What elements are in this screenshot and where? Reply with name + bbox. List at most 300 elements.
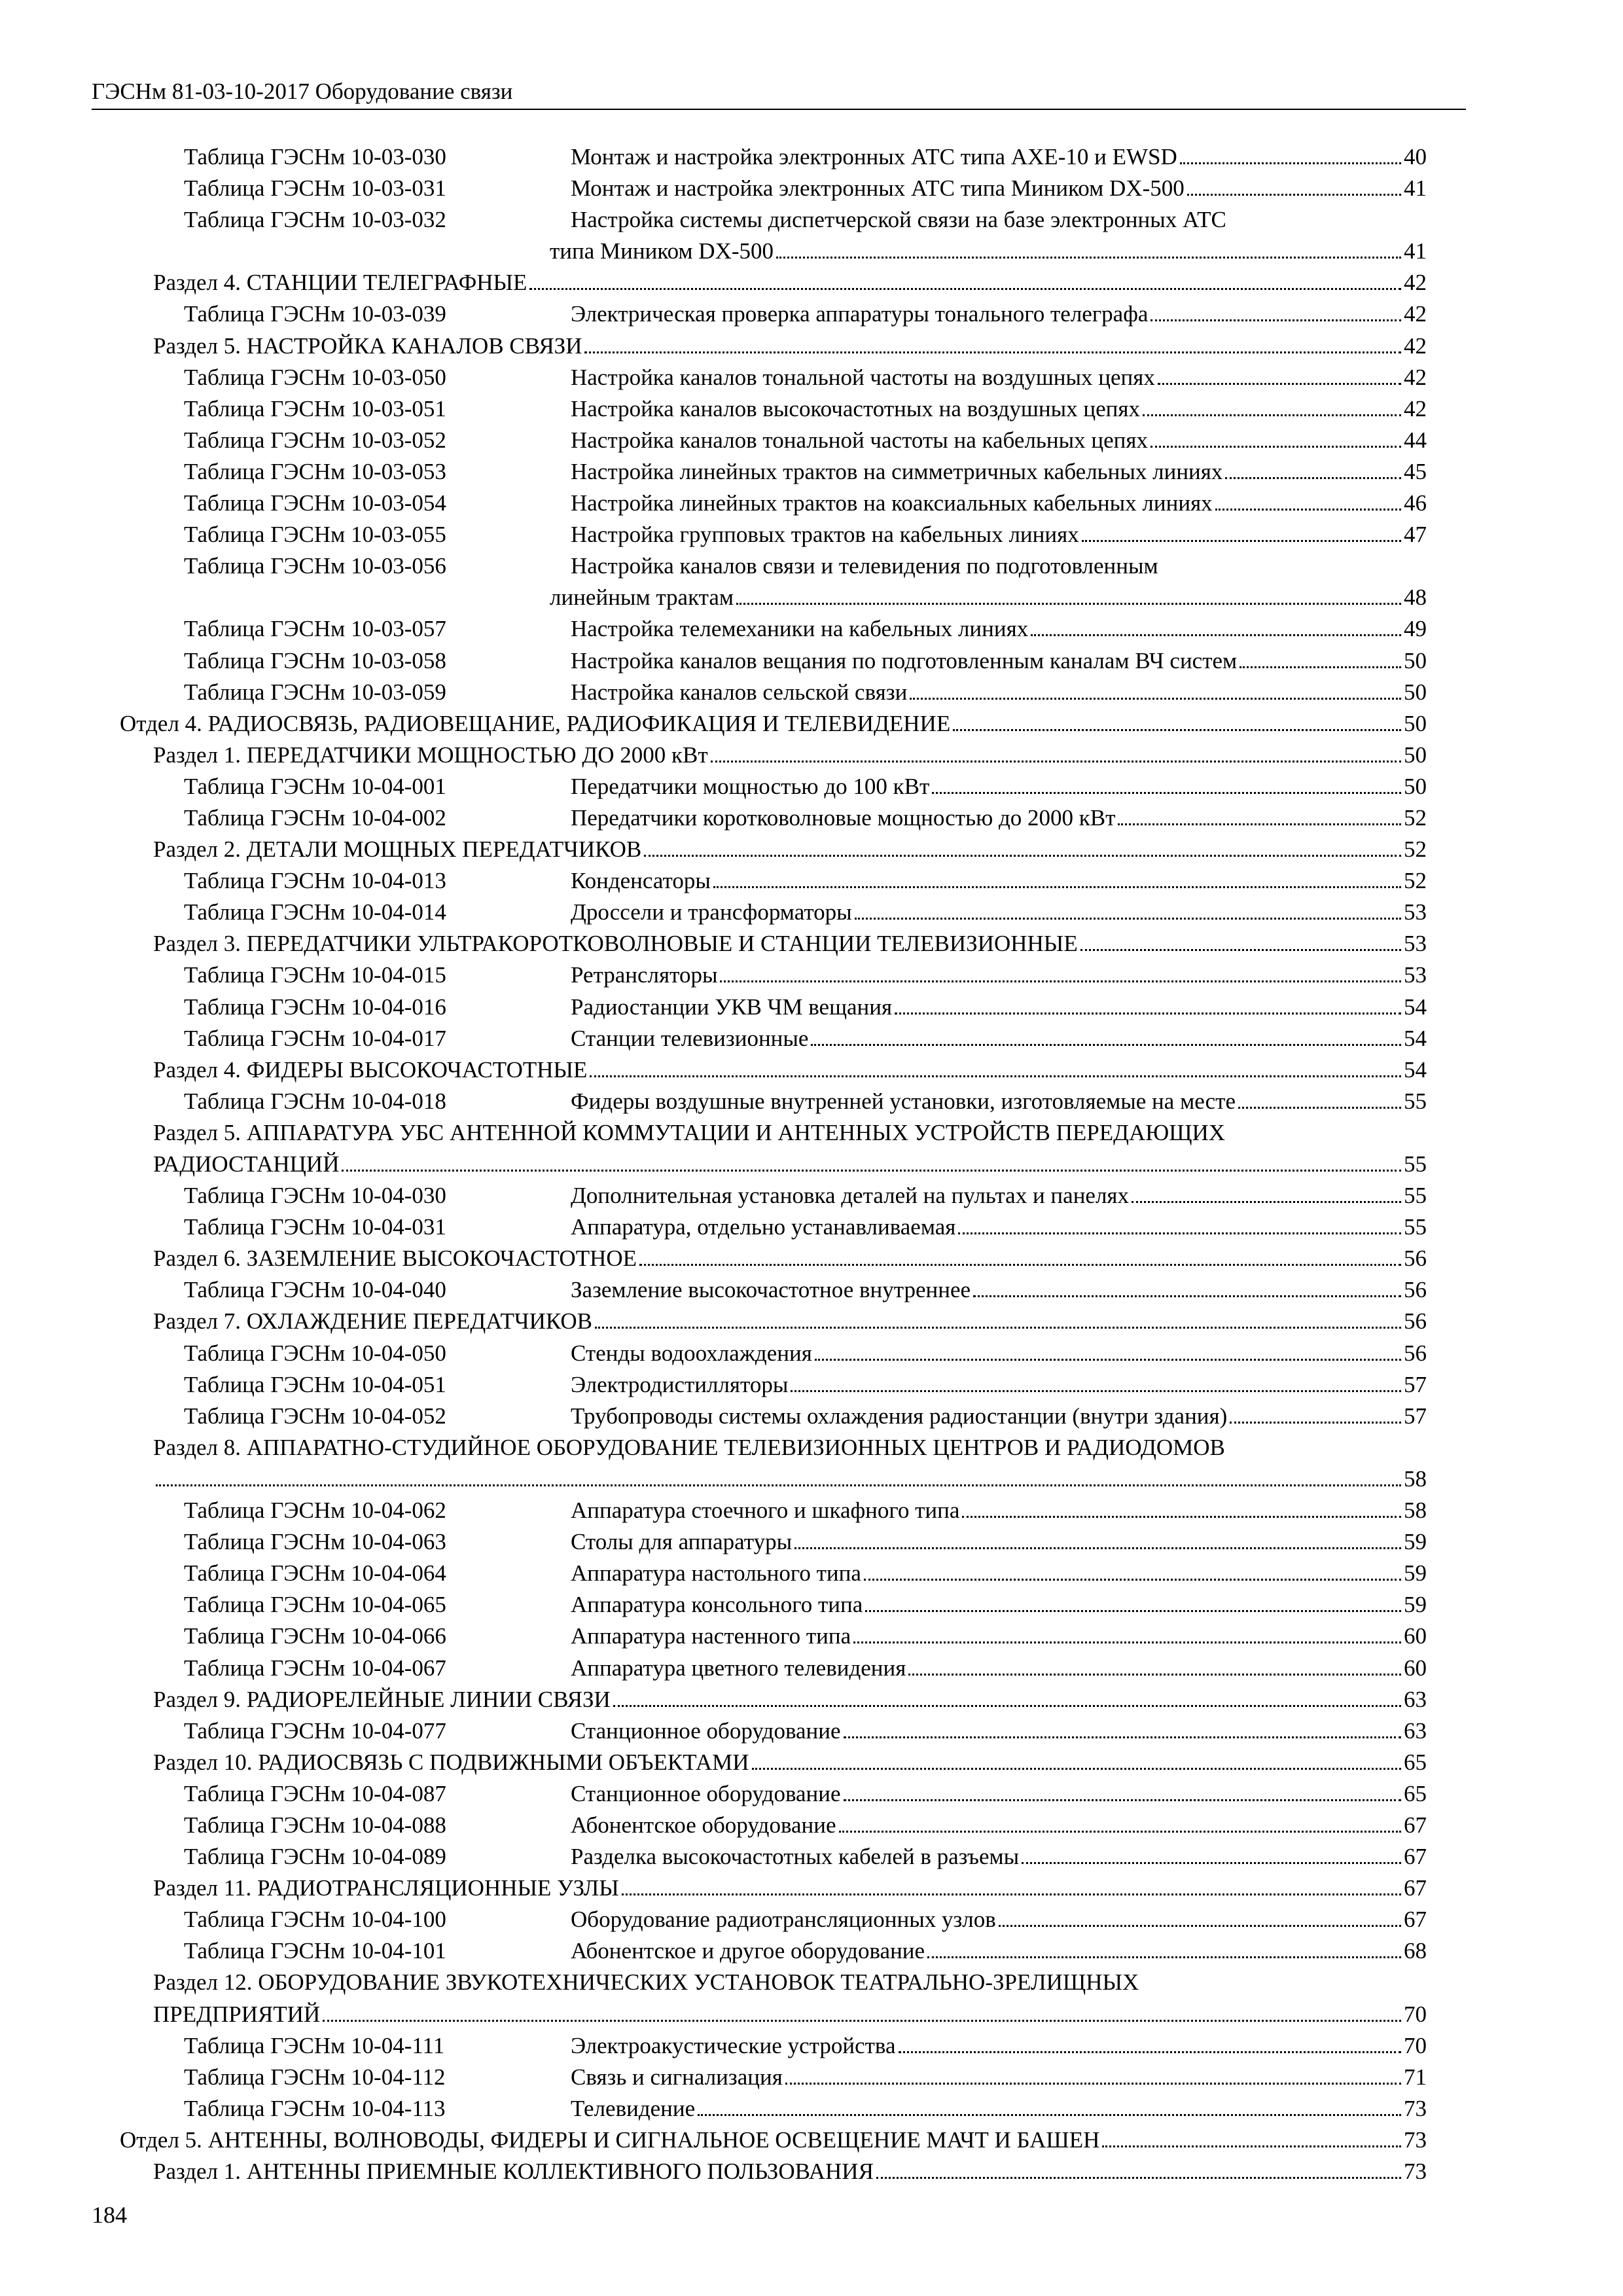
toc-entry-text: Настройка каналов тональной частоты на кабельных цепях bbox=[571, 427, 1148, 453]
toc-entry-text: Монтаж и настройка электронных АТС типа AXE-10 и EWSD bbox=[571, 144, 1177, 170]
toc-entry-text: Раздел 7. ОХЛАЖДЕНИЕ ПЕРЕДАТЧИКОВ bbox=[153, 1308, 592, 1335]
toc-leader bbox=[571, 1023, 1427, 1054]
toc-table-code: Таблица ГЭСНм 10-04-065 bbox=[184, 1592, 446, 1618]
toc-entry-text: Столы для аппаратуры bbox=[571, 1529, 793, 1555]
toc-leader bbox=[571, 2093, 1427, 2125]
toc-entry-text: Аппаратура, отдельно устанавливаемая bbox=[571, 1214, 956, 1240]
toc-leader bbox=[120, 2125, 1427, 2156]
toc-page-number: 42 bbox=[1404, 332, 1427, 359]
toc-entry-continuation bbox=[0, 236, 1623, 267]
toc-entry-continuation bbox=[0, 1463, 1623, 1495]
toc-dot-leader bbox=[1080, 942, 1401, 951]
toc-entry-text: ПРЕДПРИЯТИЙ bbox=[153, 2001, 321, 2027]
toc-table-code: Таблица ГЭСНм 10-04-050 bbox=[184, 1340, 446, 1366]
toc-dot-leader bbox=[1150, 439, 1401, 448]
toc-table-code: Таблица ГЭСНм 10-04-113 bbox=[184, 2095, 446, 2121]
toc-leader bbox=[153, 834, 1427, 865]
toc-leader bbox=[571, 1558, 1427, 1589]
toc-page-number: 42 bbox=[1404, 270, 1427, 296]
toc-leader bbox=[153, 1054, 1427, 1086]
toc-leader bbox=[571, 298, 1427, 330]
toc-table-code: Таблица ГЭСНм 10-04-062 bbox=[184, 1498, 446, 1524]
toc-leader bbox=[571, 1338, 1427, 1369]
toc-table-code: Таблица ГЭСНм 10-04-018 bbox=[184, 1088, 446, 1114]
toc-page-number: 71 bbox=[1404, 2064, 1427, 2090]
toc-leader bbox=[153, 1999, 1427, 2030]
toc-dot-leader bbox=[1118, 817, 1401, 825]
toc-dot-leader bbox=[815, 1352, 1401, 1361]
toc-dot-leader bbox=[1215, 502, 1401, 511]
toc-dot-leader bbox=[1102, 2139, 1401, 2147]
toc-dot-leader bbox=[342, 1163, 1401, 1172]
toc-page-number: 60 bbox=[1404, 1623, 1427, 1649]
toc-table-code: Таблица ГЭСНм 10-04-001 bbox=[184, 773, 446, 799]
toc-page-number: 49 bbox=[1404, 616, 1427, 642]
toc-entry-text: Аппаратура стоечного и шкафного типа bbox=[571, 1498, 960, 1524]
toc-entry-table bbox=[0, 173, 1623, 204]
toc-entry-table bbox=[0, 2062, 1623, 2093]
toc-page-number: 53 bbox=[1404, 962, 1427, 988]
toc-entry-text: Раздел 6. ЗАЗЕМЛЕНИЕ ВЫСОКОЧАСТОТНОЕ bbox=[153, 1246, 637, 1272]
toc-table-code: Таблица ГЭСНм 10-04-112 bbox=[184, 2064, 446, 2090]
toc-page-number: 67 bbox=[1404, 1875, 1427, 1901]
toc-entry-text: Станции телевизионные bbox=[571, 1025, 809, 1051]
toc-table-code: Таблица ГЭСНм 10-03-052 bbox=[184, 427, 446, 453]
toc-page-number: 56 bbox=[1404, 1277, 1427, 1303]
toc-dot-leader bbox=[855, 911, 1401, 920]
toc-entry-section bbox=[0, 1747, 1623, 1778]
toc-leader bbox=[571, 1653, 1427, 1684]
toc-dot-leader bbox=[876, 2170, 1401, 2179]
toc-entry-continuation bbox=[0, 582, 1623, 613]
toc-page-number: 44 bbox=[1404, 427, 1427, 453]
toc-entry-table bbox=[0, 1558, 1623, 1589]
toc-dot-leader bbox=[622, 1887, 1401, 1895]
toc-leader bbox=[153, 740, 1427, 771]
toc-entry-table bbox=[0, 298, 1623, 330]
toc-dot-leader bbox=[1240, 660, 1401, 668]
toc-page-number: 59 bbox=[1404, 1529, 1427, 1555]
toc-entry-text: Станционное оборудование bbox=[571, 1780, 841, 1806]
toc-dot-leader bbox=[1187, 187, 1401, 196]
toc-page-number: 58 bbox=[1404, 1498, 1427, 1524]
page-number: 184 bbox=[92, 2202, 127, 2228]
toc-entry-text: Аппаратура настольного типа bbox=[571, 1560, 861, 1587]
toc-leader bbox=[153, 267, 1427, 298]
toc-dot-leader bbox=[584, 345, 1401, 353]
toc-entry-table bbox=[0, 1086, 1623, 1117]
toc-leader bbox=[571, 2030, 1427, 2062]
toc-dot-leader bbox=[720, 974, 1401, 982]
toc-dot-leader bbox=[932, 785, 1401, 794]
toc-dot-leader bbox=[1150, 313, 1401, 321]
toc-entry-table bbox=[0, 1274, 1623, 1306]
toc-entry-table bbox=[0, 771, 1623, 802]
toc-entry-text: Раздел 5. АППАРАТУРА УБС АНТЕННОЙ КОММУТАЦИИ И АНТЕННЫХ УСТРОЙСТВ ПЕРЕДАЮЩИХ bbox=[153, 1119, 1226, 1145]
toc-dot-leader bbox=[958, 1226, 1401, 1234]
toc-entry-text: Монтаж и настройка электронных АТС типа Миником DX-500 bbox=[571, 175, 1185, 202]
toc-leader bbox=[571, 393, 1427, 425]
toc-page-number: 54 bbox=[1404, 994, 1427, 1020]
toc-leader bbox=[571, 1810, 1427, 1841]
toc-entry-table bbox=[0, 1211, 1623, 1243]
toc-leader bbox=[571, 1841, 1427, 1873]
toc-leader bbox=[571, 1401, 1427, 1432]
toc-page-number: 63 bbox=[1404, 1717, 1427, 1744]
toc-entry-text: Абонентское оборудование bbox=[571, 1812, 836, 1838]
toc-table-code: Таблица ГЭСНм 10-04-077 bbox=[184, 1717, 446, 1744]
toc-page-number: 50 bbox=[1404, 647, 1427, 673]
toc-entry-section bbox=[0, 1306, 1623, 1337]
toc-entry-table bbox=[0, 1778, 1623, 1810]
toc-table-code: Таблица ГЭСНм 10-04-017 bbox=[184, 1025, 446, 1051]
toc-entry-text: Раздел 1. АНТЕННЫ ПРИЕМНЫЕ КОЛЛЕКТИВНОГО ПОЛЬЗОВАНИЯ bbox=[153, 2159, 874, 2184]
toc-page-number: 63 bbox=[1404, 1686, 1427, 1712]
toc-leader bbox=[571, 1778, 1427, 1810]
toc-dot-leader bbox=[595, 1320, 1401, 1329]
toc-leader bbox=[571, 1086, 1427, 1117]
toc-table-code: Таблица ГЭСНм 10-04-051 bbox=[184, 1371, 446, 1397]
toc-leader bbox=[571, 960, 1427, 991]
toc-page-number: 48 bbox=[1404, 584, 1427, 611]
toc-table-code: Таблица ГЭСНм 10-03-039 bbox=[184, 301, 446, 327]
toc-entry-section bbox=[0, 834, 1623, 865]
toc-entry-table bbox=[0, 1023, 1623, 1054]
toc-page-number: 60 bbox=[1404, 1655, 1427, 1681]
toc-entry-text: Радиостанции УКВ ЧМ вещания bbox=[571, 994, 893, 1020]
toc-entry-text: Раздел 12. ОБОРУДОВАНИЕ ЗВУКОТЕХНИЧЕСКИХ УСТАНОВОК ТЕАТРАЛЬНО-ЗРЕЛИЩНЫХ bbox=[153, 1969, 1139, 1996]
toc-dot-leader bbox=[613, 1698, 1401, 1707]
toc-page-number: 65 bbox=[1404, 1780, 1427, 1806]
toc-entry-table bbox=[0, 1841, 1623, 1873]
toc-entry-text: Раздел 1. ПЕРЕДАТЧИКИ МОЩНОСТЬЮ ДО 2000 кВт bbox=[153, 742, 708, 768]
toc-entry-section bbox=[0, 1117, 1623, 1149]
toc-entry-text: Настройка каналов высокочастотных на воздушных цепях bbox=[571, 395, 1140, 422]
toc-dot-leader bbox=[711, 754, 1401, 762]
toc-entry-table bbox=[0, 677, 1623, 708]
toc-entry-table bbox=[0, 865, 1623, 897]
toc-table-code: Таблица ГЭСНм 10-03-050 bbox=[184, 364, 446, 390]
toc-page-number: 50 bbox=[1404, 742, 1427, 768]
toc-table-code: Таблица ГЭСНм 10-03-032 bbox=[184, 207, 446, 233]
toc-dot-leader bbox=[1180, 156, 1401, 164]
toc-entry-table bbox=[0, 425, 1623, 456]
toc-entry-text: Передатчики мощностью до 100 кВт bbox=[571, 773, 930, 799]
toc-page-number: 70 bbox=[1404, 2032, 1427, 2058]
toc-entry-table bbox=[0, 2030, 1623, 2062]
toc-dot-leader bbox=[839, 1824, 1401, 1833]
toc-leader bbox=[571, 1589, 1427, 1621]
toc-entry-table bbox=[0, 1495, 1623, 1526]
toc-leader bbox=[571, 1904, 1427, 1935]
toc-dot-leader bbox=[713, 880, 1401, 888]
toc-table-code: Таблица ГЭСНм 10-04-100 bbox=[184, 1907, 446, 1933]
toc-dot-leader bbox=[1225, 471, 1401, 479]
toc-leader bbox=[571, 173, 1427, 204]
toc-dot-leader bbox=[644, 848, 1401, 857]
toc-entry-table bbox=[0, 1653, 1623, 1684]
toc-dot-leader bbox=[973, 1289, 1401, 1297]
toc-entry-text: Настройка линейных трактов на коаксиальных кабельных линиях bbox=[571, 490, 1213, 516]
toc-leader bbox=[571, 1621, 1427, 1652]
toc-leader bbox=[153, 1149, 1427, 1180]
toc-dot-leader bbox=[323, 2013, 1401, 2022]
toc-page-number: 55 bbox=[1404, 1151, 1427, 1177]
toc-leader bbox=[571, 992, 1427, 1023]
toc-leader bbox=[571, 425, 1427, 456]
toc-dot-leader bbox=[962, 1509, 1401, 1518]
toc-entry-text: Раздел 4. ФИДЕРЫ ВЫСОКОЧАСТОТНЫЕ bbox=[153, 1056, 588, 1083]
toc-dot-leader bbox=[736, 596, 1401, 605]
toc-entry-text: Отдел 5. АНТЕННЫ, ВОЛНОВОДЫ, ФИДЕРЫ И СИГНАЛЬНОЕ ОСВЕЩЕНИЕ МАЧТ И БАШЕН bbox=[120, 2126, 1100, 2153]
toc-entry-text: Разделка высокочастотных кабелей в разъемы bbox=[571, 1844, 1020, 1870]
toc-entry-text: Заземление высокочастотное внутреннее bbox=[571, 1277, 971, 1303]
toc-table-code: Таблица ГЭСНм 10-03-030 bbox=[184, 144, 446, 170]
toc-page-number: 46 bbox=[1404, 490, 1427, 516]
toc-page-number: 50 bbox=[1404, 773, 1427, 799]
toc-entry-table bbox=[0, 1810, 1623, 1841]
toc-page-number: 52 bbox=[1404, 836, 1427, 863]
toc-entry-text: Связь и сигнализация bbox=[571, 2064, 783, 2090]
toc-dot-leader bbox=[895, 1006, 1401, 1014]
toc-dot-leader bbox=[791, 1384, 1401, 1392]
toc-entry-table bbox=[0, 488, 1623, 519]
toc-entry-table bbox=[0, 393, 1623, 425]
toc-entry-table bbox=[0, 456, 1623, 488]
toc-entry-table bbox=[0, 1369, 1623, 1401]
toc-table-code: Таблица ГЭСНм 10-04-089 bbox=[184, 1844, 446, 1870]
toc-dot-leader bbox=[910, 691, 1401, 700]
toc-page-number: 59 bbox=[1404, 1592, 1427, 1618]
toc-dot-leader bbox=[865, 1604, 1401, 1612]
toc-entry-section bbox=[0, 331, 1623, 362]
toc-entry-text: Дополнительная установка деталей на пультах и панелях bbox=[571, 1183, 1130, 1209]
toc-entry-table bbox=[0, 1338, 1623, 1369]
toc-table-code: Таблица ГЭСНм 10-03-056 bbox=[184, 553, 446, 579]
toc-entry-table bbox=[0, 204, 1623, 236]
toc-entry-table bbox=[0, 992, 1623, 1023]
toc-leader bbox=[571, 897, 1427, 928]
toc-table-code: Таблица ГЭСНм 10-03-058 bbox=[184, 647, 446, 673]
toc-entry-section bbox=[0, 740, 1623, 771]
toc-page-number: 50 bbox=[1404, 679, 1427, 705]
toc-table-code: Таблица ГЭСНм 10-03-053 bbox=[184, 458, 446, 484]
toc-entry-table bbox=[0, 550, 1623, 582]
toc-page-number: 45 bbox=[1404, 458, 1427, 484]
toc-entry-text: Конденсаторы bbox=[571, 868, 711, 894]
toc-page-number: 42 bbox=[1404, 364, 1427, 390]
toc-page-number: 55 bbox=[1404, 1088, 1427, 1114]
toc-entry-text: Настройка каналов тональной частоты на воздушных цепях bbox=[571, 364, 1155, 390]
toc-table-code: Таблица ГЭСНм 10-03-055 bbox=[184, 522, 446, 548]
toc-entry-table bbox=[0, 1180, 1623, 1211]
toc-table-code: Таблица ГЭСНм 10-04-013 bbox=[184, 868, 446, 894]
toc-entry-section bbox=[0, 2156, 1623, 2187]
toc-table-code: Таблица ГЭСНм 10-04-088 bbox=[184, 1812, 446, 1838]
toc-leader bbox=[550, 236, 1427, 267]
toc-entry-text: Раздел 3. ПЕРЕДАТЧИКИ УЛЬТРАКОРОТКОВОЛНОВЫЕ И СТАНЦИИ ТЕЛЕВИЗИОННЫЕ bbox=[153, 931, 1078, 957]
toc-dot-leader bbox=[927, 1950, 1401, 1958]
toc-page-number: 42 bbox=[1404, 395, 1427, 422]
toc-entry-table bbox=[0, 2093, 1623, 2125]
toc-leader bbox=[571, 1526, 1427, 1558]
toc-entry-text: Раздел 4. СТАНЦИИ ТЕЛЕГРАФНЫЕ bbox=[153, 270, 527, 296]
toc-entry-text: Станционное оборудование bbox=[571, 1717, 841, 1744]
toc-leader bbox=[571, 1935, 1427, 1967]
toc-entry-text: Отдел 4. РАДИОСВЯЗЬ, РАДИОВЕЩАНИЕ, РАДИОФИКАЦИЯ И ТЕЛЕВИДЕНИЕ bbox=[120, 710, 951, 736]
toc-dot-leader bbox=[1238, 1100, 1401, 1109]
toc-dot-leader bbox=[853, 1635, 1401, 1643]
toc-dot-leader bbox=[776, 250, 1401, 259]
toc-page-number: 57 bbox=[1404, 1371, 1427, 1397]
toc-entry-text: Настройка каналов сельской связи bbox=[571, 679, 908, 705]
toc-page-number: 41 bbox=[1404, 175, 1427, 202]
toc-entry-text: Оборудование радиотрансляционных узлов bbox=[571, 1907, 996, 1933]
toc-dot-leader bbox=[529, 281, 1401, 290]
toc-leader bbox=[153, 2156, 1427, 2187]
toc-entry-table bbox=[0, 141, 1623, 173]
toc-page-number: 56 bbox=[1404, 1246, 1427, 1272]
toc-page-number: 67 bbox=[1404, 1812, 1427, 1838]
toc-page-number: 67 bbox=[1404, 1907, 1427, 1933]
toc-entry-text: Раздел 8. АППАРАТНО-СТУДИЙНОЕ ОБОРУДОВАНИЕ ТЕЛЕВИЗИОННЫХ ЦЕНТРОВ И РАДИОДОМОВ bbox=[153, 1434, 1225, 1460]
toc-entry-text: Аппаратура цветного телевидения bbox=[571, 1655, 906, 1681]
toc-entry-text: Дроссели и трансформаторы bbox=[571, 899, 852, 925]
toc-entry-text: линейным трактам bbox=[550, 584, 734, 611]
toc-leader bbox=[571, 1715, 1427, 1747]
toc-dot-leader bbox=[864, 1572, 1401, 1581]
toc-leader bbox=[571, 1274, 1427, 1306]
toc-entry-continuation bbox=[0, 1149, 1623, 1180]
toc-leader bbox=[153, 928, 1427, 960]
toc-entry-table bbox=[0, 1589, 1623, 1621]
toc-entry-text: Настройка групповых трактов на кабельных линиях bbox=[571, 522, 1079, 548]
toc-dot-leader bbox=[908, 1667, 1401, 1676]
toc-table-code: Таблица ГЭСНм 10-04-064 bbox=[184, 1560, 446, 1587]
toc-dot-leader bbox=[844, 1793, 1401, 1801]
toc-page-number: 70 bbox=[1404, 2001, 1427, 2027]
toc-entry-table bbox=[0, 802, 1623, 834]
toc-dot-leader bbox=[1132, 1194, 1401, 1203]
toc-entry-text: Электрическая проверка аппаратуры тонального телеграфа bbox=[571, 301, 1149, 327]
toc-leader bbox=[153, 1684, 1427, 1715]
toc-page-number: 42 bbox=[1404, 301, 1427, 327]
toc-entry-table bbox=[0, 960, 1623, 991]
toc-table-code: Таблица ГЭСНм 10-04-002 bbox=[184, 804, 446, 831]
toc-table-code: Таблица ГЭСНм 10-04-063 bbox=[184, 1529, 446, 1555]
toc-page-number: 56 bbox=[1404, 1340, 1427, 1366]
toc-table-code: Таблица ГЭСНм 10-04-016 bbox=[184, 994, 446, 1020]
toc-dot-leader bbox=[999, 1918, 1401, 1927]
toc-dot-leader bbox=[1158, 376, 1401, 385]
toc-entry-text: Стенды водоохлаждения bbox=[571, 1340, 812, 1366]
toc-entry-text: Телевидение bbox=[571, 2095, 696, 2121]
toc-dot-leader bbox=[698, 2108, 1401, 2116]
toc-page-number: 54 bbox=[1404, 1056, 1427, 1083]
toc-leader bbox=[571, 802, 1427, 834]
toc-leader bbox=[571, 2062, 1427, 2093]
toc-leader bbox=[153, 1747, 1427, 1778]
toc-table-code: Таблица ГЭСНм 10-04-087 bbox=[184, 1780, 446, 1806]
toc-leader bbox=[571, 456, 1427, 488]
toc-dot-leader bbox=[752, 1761, 1401, 1770]
toc-entry-section bbox=[0, 1432, 1623, 1463]
toc-page-number: 53 bbox=[1404, 931, 1427, 957]
toc-dot-leader bbox=[785, 2076, 1401, 2085]
toc-table-code: Таблица ГЭСНм 10-04-040 bbox=[184, 1277, 446, 1303]
toc-entry-table bbox=[0, 613, 1623, 645]
toc-dot-leader bbox=[1143, 408, 1401, 416]
toc-dot-leader bbox=[639, 1257, 1401, 1266]
toc-dot-leader bbox=[1031, 628, 1401, 636]
toc-entry-continuation bbox=[0, 1999, 1623, 2030]
toc-table-code: Таблица ГЭСНм 10-03-031 bbox=[184, 175, 446, 202]
toc-page-number: 56 bbox=[1404, 1308, 1427, 1335]
running-header: ГЭСНм 81-03-10-2017 Оборудование связи bbox=[92, 77, 1466, 110]
toc-leader bbox=[571, 141, 1427, 173]
toc-table-code: Таблица ГЭСНм 10-04-014 bbox=[184, 899, 446, 925]
toc-dot-leader bbox=[1082, 533, 1401, 542]
toc-entry-text: РАДИОСТАНЦИЙ bbox=[153, 1151, 340, 1177]
toc-dot-leader bbox=[844, 1730, 1401, 1738]
toc-leader bbox=[153, 1463, 1427, 1495]
toc-page-number: 52 bbox=[1404, 868, 1427, 894]
toc-entry-text: Раздел 9. РАДИОРЕЛЕЙНЫЕ ЛИНИИ СВЯЗИ bbox=[153, 1686, 611, 1712]
toc-entry-table bbox=[0, 519, 1623, 550]
toc-entry-table bbox=[0, 1904, 1623, 1935]
toc-leader bbox=[571, 613, 1427, 645]
toc-leader bbox=[571, 519, 1427, 550]
toc-leader bbox=[120, 708, 1427, 740]
toc-leader bbox=[571, 771, 1427, 802]
toc-entry-text: Трубопроводы системы охлаждения радиостанции (внутри здания) bbox=[571, 1403, 1228, 1429]
toc-entry-otdel bbox=[0, 708, 1623, 740]
toc-leader bbox=[153, 1873, 1427, 1904]
toc-page-number: 47 bbox=[1404, 522, 1427, 548]
toc-page-number: 41 bbox=[1404, 238, 1427, 264]
toc-entry-section bbox=[0, 1684, 1623, 1715]
toc-dot-leader bbox=[1022, 1856, 1401, 1864]
toc-leader bbox=[571, 1211, 1427, 1243]
toc-entry-section bbox=[0, 1967, 1623, 1998]
toc-entry-section bbox=[0, 928, 1623, 960]
toc-page-number: 58 bbox=[1404, 1465, 1427, 1492]
toc-entry-text: типа Миником DX-500 bbox=[550, 238, 774, 264]
toc-page-number: 50 bbox=[1404, 710, 1427, 736]
toc-entry-section bbox=[0, 1243, 1623, 1274]
toc-table-code: Таблица ГЭСНм 10-04-067 bbox=[184, 1655, 446, 1681]
table-of-contents bbox=[0, 141, 1623, 2187]
toc-entry-text: Аппаратура консольного типа bbox=[571, 1592, 863, 1618]
toc-entry-text: Раздел 5. НАСТРОЙКА КАНАЛОВ СВЯЗИ bbox=[153, 332, 582, 359]
toc-entry-text: Аппаратура настенного типа bbox=[571, 1623, 851, 1649]
toc-leader bbox=[571, 677, 1427, 708]
toc-leader bbox=[550, 582, 1427, 613]
toc-entry-table bbox=[0, 1526, 1623, 1558]
toc-entry-text: Электроакустические устройства bbox=[571, 2032, 896, 2058]
toc-entry-text: Фидеры воздушные внутренней установки, изготовляемые на месте bbox=[571, 1088, 1236, 1114]
toc-page-number: 55 bbox=[1404, 1183, 1427, 1209]
toc-page-number: 73 bbox=[1404, 2126, 1427, 2153]
toc-entry-text: Передатчики коротковолновые мощностью до 2000 кВт bbox=[571, 804, 1116, 831]
toc-table-code: Таблица ГЭСНм 10-04-015 bbox=[184, 962, 446, 988]
toc-dot-leader bbox=[590, 1069, 1401, 1077]
toc-entry-text: Раздел 10. РАДИОСВЯЗЬ С ПОДВИЖНЫМИ ОБЪЕКТАМИ bbox=[153, 1749, 749, 1775]
toc-page-number: 68 bbox=[1404, 1938, 1427, 1964]
toc-page-number: 52 bbox=[1404, 804, 1427, 831]
toc-entry-text: Настройка телемеханики на кабельных линиях bbox=[571, 616, 1029, 642]
toc-table-code: Таблица ГЭСНм 10-03-059 bbox=[184, 679, 446, 705]
